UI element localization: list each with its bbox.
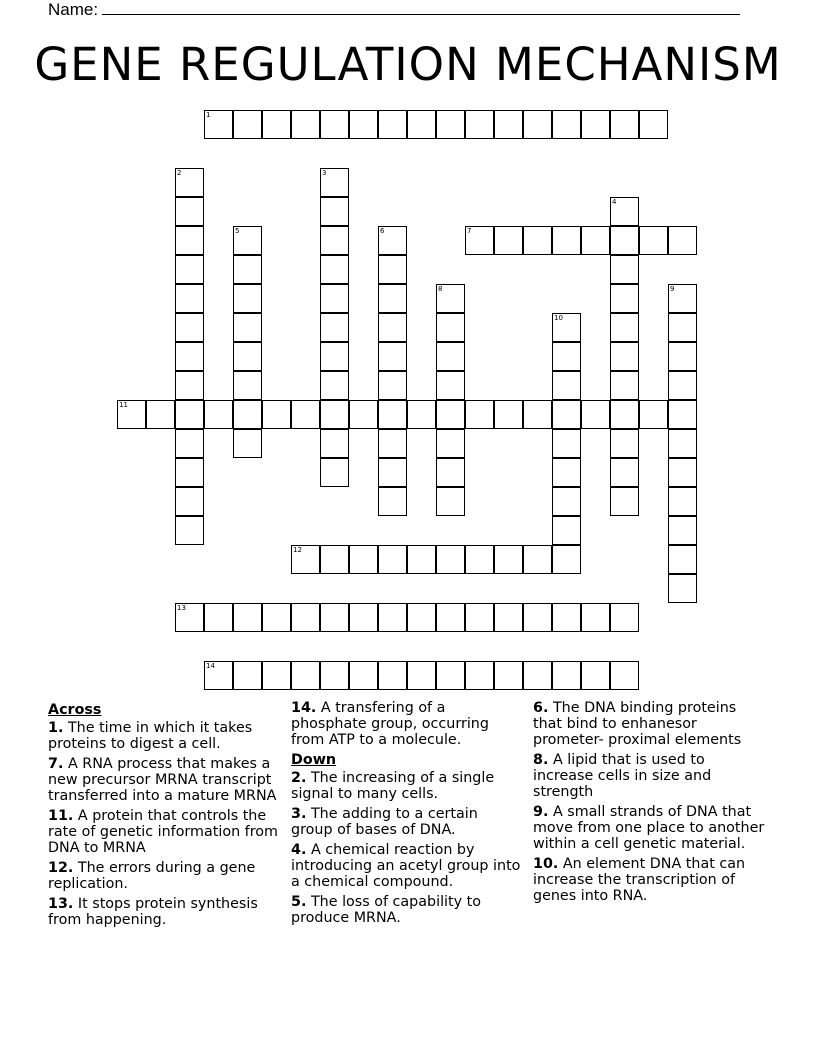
clue-text: The DNA binding proteins that bind to enhanesor prometer- proximal elements [533, 700, 742, 748]
crossword-cell[interactable] [465, 400, 494, 429]
crossword-cell[interactable] [204, 400, 233, 429]
crossword-cell[interactable] [610, 458, 639, 487]
crossword-cell[interactable] [175, 487, 204, 516]
crossword-cell[interactable] [233, 110, 262, 139]
crossword-cell[interactable] [175, 458, 204, 487]
crossword-cell[interactable] [610, 284, 639, 313]
clue-number: 2. [291, 770, 307, 786]
crossword-cell[interactable] [668, 574, 697, 603]
crossword-cell[interactable] [552, 400, 581, 429]
crossword-cell[interactable] [262, 400, 291, 429]
crossword-cell[interactable] [581, 226, 610, 255]
crossword-cell[interactable] [378, 487, 407, 516]
crossword-cell[interactable] [320, 168, 349, 197]
crossword-cell[interactable] [262, 661, 291, 690]
page-title: GENE REGULATION MECHANISM [34, 38, 782, 91]
crossword-cell[interactable] [610, 313, 639, 342]
crossword-cell[interactable] [494, 226, 523, 255]
crossword-cell[interactable] [233, 255, 262, 284]
across-heading: Across [48, 702, 102, 718]
crossword-cell[interactable] [610, 197, 639, 226]
crossword-cell[interactable] [320, 226, 349, 255]
cell-number: 11 [119, 401, 128, 409]
crossword-cell[interactable] [378, 255, 407, 284]
crossword-cell[interactable] [436, 545, 465, 574]
crossword-cell[interactable] [233, 603, 262, 632]
crossword-cell[interactable] [610, 226, 639, 255]
clue-column-2 [291, 700, 521, 930]
crossword-cell[interactable] [349, 603, 378, 632]
crossword-cell[interactable] [436, 487, 465, 516]
clue-number: 12. [48, 860, 74, 876]
crossword-cell[interactable] [552, 342, 581, 371]
crossword-cell[interactable] [378, 458, 407, 487]
crossword-cell[interactable] [552, 429, 581, 458]
crossword-cell[interactable] [262, 603, 291, 632]
crossword-cell[interactable] [494, 603, 523, 632]
crossword-cell[interactable] [436, 429, 465, 458]
crossword-cell[interactable] [320, 284, 349, 313]
cell-number: 13 [177, 604, 186, 612]
clue-across-1 [48, 720, 284, 752]
crossword-cell[interactable] [494, 110, 523, 139]
crossword-cell[interactable] [668, 458, 697, 487]
clue-number: 5. [291, 894, 307, 910]
crossword-cell[interactable] [523, 545, 552, 574]
crossword-cell[interactable] [610, 487, 639, 516]
clue-text: A RNA process that makes a new precursor MRNA transcript transferred into a mature MRNA [48, 756, 277, 804]
crossword-cell[interactable] [204, 110, 233, 139]
cell-number: 9 [670, 285, 675, 293]
clue-down-10 [533, 856, 769, 904]
clue-down-6 [533, 700, 769, 748]
crossword-cell[interactable] [523, 603, 552, 632]
crossword-cell[interactable] [610, 603, 639, 632]
crossword-cell[interactable] [581, 400, 610, 429]
clue-text: An element DNA that can increase the transcription of genes into RNA. [533, 856, 746, 904]
clue-text: It stops protein synthesis from happening. [48, 896, 258, 928]
clue-text: A lipid that is used to increase cells in size and strength [533, 752, 712, 800]
crossword-cell[interactable] [668, 371, 697, 400]
crossword-cell[interactable] [349, 545, 378, 574]
clue-number: 3. [291, 806, 307, 822]
clue-text: The time in which it takes proteins to digest a cell. [48, 720, 253, 752]
crossword-cell[interactable] [175, 197, 204, 226]
name-label: Name: [48, 0, 99, 19]
crossword-cell[interactable] [523, 661, 552, 690]
crossword-cell[interactable] [233, 284, 262, 313]
clue-text: The loss of capability to produce MRNA. [291, 894, 481, 926]
clue-number: 1. [48, 720, 64, 736]
crossword-cell[interactable] [407, 661, 436, 690]
crossword-cell[interactable] [552, 110, 581, 139]
crossword-cell[interactable] [407, 400, 436, 429]
crossword-cell[interactable] [581, 661, 610, 690]
crossword-cell[interactable] [523, 110, 552, 139]
crossword-cell[interactable] [233, 313, 262, 342]
crossword-cell[interactable] [175, 168, 204, 197]
crossword-cell[interactable] [291, 110, 320, 139]
clue-number: 6. [533, 700, 549, 716]
clue-across-14 [291, 700, 521, 748]
crossword-cell[interactable] [552, 313, 581, 342]
crossword-cell[interactable] [320, 197, 349, 226]
crossword-cell[interactable] [639, 400, 668, 429]
crossword-cell[interactable] [175, 284, 204, 313]
crossword-cell[interactable] [668, 545, 697, 574]
crossword-cell[interactable] [552, 458, 581, 487]
crossword-cell[interactable] [291, 400, 320, 429]
clue-down-5 [291, 894, 521, 926]
crossword-cell[interactable] [465, 603, 494, 632]
crossword-cell[interactable] [146, 400, 175, 429]
cell-number: 2 [177, 169, 182, 177]
crossword-cell[interactable] [320, 400, 349, 429]
crossword-cell[interactable] [349, 400, 378, 429]
crossword-cell[interactable] [610, 400, 639, 429]
crossword-cell[interactable] [233, 661, 262, 690]
crossword-cell[interactable] [204, 603, 233, 632]
clue-text: The adding to a certain group of bases of DNA. [291, 806, 478, 838]
crossword-cell[interactable] [552, 545, 581, 574]
clue-column-3 [533, 700, 769, 908]
clue-number: 7. [48, 756, 64, 772]
crossword-cell[interactable] [320, 429, 349, 458]
crossword-cell[interactable] [436, 603, 465, 632]
clue-text: A chemical reaction by introducing an acetyl group into a chemical compound. [291, 842, 521, 890]
crossword-cell[interactable] [175, 516, 204, 545]
crossword-cell[interactable] [407, 603, 436, 632]
crossword-cell[interactable] [378, 545, 407, 574]
clue-number: 9. [533, 804, 549, 820]
crossword-cell[interactable] [668, 400, 697, 429]
crossword-cell[interactable] [378, 342, 407, 371]
crossword-cell[interactable] [349, 661, 378, 690]
crossword-cell[interactable] [175, 313, 204, 342]
cell-number: 5 [235, 227, 240, 235]
crossword-cell[interactable] [668, 313, 697, 342]
crossword-cell[interactable] [233, 342, 262, 371]
clue-down-4 [291, 842, 521, 890]
crossword-cell[interactable] [175, 603, 204, 632]
crossword-cell[interactable] [233, 400, 262, 429]
clue-across-7 [48, 756, 284, 804]
crossword-cell[interactable] [320, 545, 349, 574]
crossword-cell[interactable] [610, 371, 639, 400]
crossword-cell[interactable] [291, 661, 320, 690]
crossword-cell[interactable] [233, 429, 262, 458]
crossword-cell[interactable] [639, 226, 668, 255]
crossword-cell[interactable] [320, 313, 349, 342]
crossword-cell[interactable] [668, 516, 697, 545]
clue-number: 11. [48, 808, 74, 824]
crossword-cell[interactable] [320, 371, 349, 400]
crossword-cell[interactable] [610, 661, 639, 690]
crossword-cell[interactable] [610, 342, 639, 371]
crossword-cell[interactable] [523, 226, 552, 255]
crossword-cell[interactable] [175, 429, 204, 458]
crossword-cell[interactable] [465, 545, 494, 574]
crossword-cell[interactable] [378, 661, 407, 690]
crossword-cell[interactable] [320, 603, 349, 632]
crossword-cell[interactable] [552, 371, 581, 400]
crossword-cell[interactable] [349, 110, 378, 139]
crossword-cell[interactable] [378, 284, 407, 313]
clue-number: 8. [533, 752, 549, 768]
crossword-cell[interactable] [378, 603, 407, 632]
crossword-cell[interactable] [552, 603, 581, 632]
cell-number: 3 [322, 169, 327, 177]
cell-number: 10 [554, 314, 563, 322]
crossword-cell[interactable] [175, 226, 204, 255]
crossword-cell[interactable] [668, 487, 697, 516]
clue-text: The increasing of a single signal to many cells. [291, 770, 495, 802]
crossword-cell[interactable] [175, 342, 204, 371]
crossword-cell[interactable] [233, 371, 262, 400]
crossword-cell[interactable] [610, 429, 639, 458]
cell-number: 12 [293, 546, 302, 554]
clue-down-8 [533, 752, 769, 800]
crossword-cell[interactable] [175, 371, 204, 400]
crossword-cell[interactable] [552, 516, 581, 545]
clue-down-3 [291, 806, 521, 838]
crossword-cell[interactable] [378, 110, 407, 139]
crossword-cell[interactable] [407, 110, 436, 139]
crossword-cell[interactable] [639, 110, 668, 139]
crossword-cell[interactable] [436, 313, 465, 342]
clue-across-11 [48, 808, 284, 856]
crossword-cell[interactable] [465, 110, 494, 139]
crossword-cell[interactable] [523, 400, 552, 429]
crossword-cell[interactable] [291, 603, 320, 632]
crossword-cell[interactable] [668, 342, 697, 371]
crossword-cell[interactable] [668, 429, 697, 458]
clue-text: A protein that controls the rate of genetic information from DNA to MRNA [48, 808, 278, 856]
crossword-cell[interactable] [378, 429, 407, 458]
crossword-cell[interactable] [378, 371, 407, 400]
crossword-cell[interactable] [552, 661, 581, 690]
crossword-cell[interactable] [291, 545, 320, 574]
crossword-cell[interactable] [320, 110, 349, 139]
crossword-cell[interactable] [610, 110, 639, 139]
crossword-cell[interactable] [552, 487, 581, 516]
clue-down-2 [291, 770, 521, 802]
clue-number: 10. [533, 856, 559, 872]
cell-number: 1 [206, 111, 211, 119]
crossword-cell[interactable] [494, 545, 523, 574]
clue-across-12 [48, 860, 284, 892]
cell-number: 4 [612, 198, 617, 206]
crossword-cell[interactable] [668, 284, 697, 313]
crossword-cell[interactable] [320, 255, 349, 284]
crossword-cell[interactable] [610, 255, 639, 284]
crossword-cell[interactable] [233, 226, 262, 255]
crossword-cell[interactable] [378, 313, 407, 342]
crossword-cell[interactable] [581, 110, 610, 139]
clue-number: 13. [48, 896, 74, 912]
clue-column-1 [48, 700, 284, 932]
cell-number: 6 [380, 227, 385, 235]
crossword-cell[interactable] [320, 661, 349, 690]
cell-number: 7 [467, 227, 472, 235]
crossword-cell[interactable] [465, 226, 494, 255]
crossword-cell[interactable] [436, 342, 465, 371]
down-heading: Down [291, 752, 337, 768]
crossword-cell[interactable] [436, 661, 465, 690]
crossword-cell[interactable] [204, 661, 233, 690]
crossword-cell[interactable] [175, 255, 204, 284]
clue-across-13 [48, 896, 284, 928]
clue-text: A transfering of a phosphate group, occurring from ATP to a molecule. [291, 700, 489, 748]
crossword-cell[interactable] [175, 400, 204, 429]
crossword-cell[interactable] [668, 226, 697, 255]
clue-number: 4. [291, 842, 307, 858]
crossword-cell[interactable] [262, 110, 291, 139]
crossword-cell[interactable] [378, 400, 407, 429]
crossword-cell[interactable] [465, 661, 494, 690]
clue-text: The errors during a gene replication. [48, 860, 256, 892]
crossword-cell[interactable] [436, 371, 465, 400]
crossword-cell[interactable] [320, 342, 349, 371]
clue-text: A small strands of DNA that move from one place to another within a cell genetic material. [533, 804, 765, 852]
clue-number: 14. [291, 700, 317, 716]
crossword-cell[interactable] [494, 661, 523, 690]
crossword-cell[interactable] [436, 458, 465, 487]
cell-number: 8 [438, 285, 443, 293]
cell-number: 14 [206, 662, 215, 670]
crossword-cell[interactable] [320, 458, 349, 487]
crossword-cell[interactable] [436, 110, 465, 139]
crossword-cell[interactable] [378, 226, 407, 255]
crossword-cell[interactable] [436, 400, 465, 429]
crossword-cell[interactable] [436, 284, 465, 313]
clue-down-9 [533, 804, 769, 852]
crossword-cell[interactable] [494, 400, 523, 429]
crossword-cell[interactable] [552, 226, 581, 255]
crossword-cell[interactable] [117, 400, 146, 429]
crossword-cell[interactable] [581, 603, 610, 632]
crossword-cell[interactable] [407, 545, 436, 574]
